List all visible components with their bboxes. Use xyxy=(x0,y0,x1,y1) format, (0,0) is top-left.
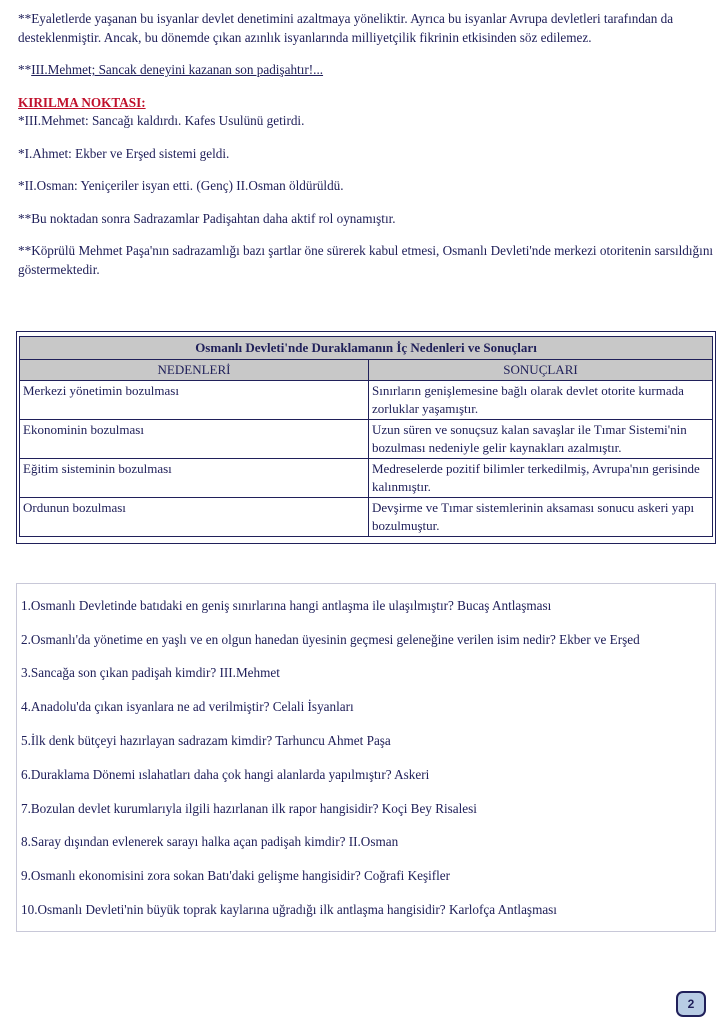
note-line: *III.Mehmet: Sancağı kaldırdı. Kafes Usulünü getirdi. xyxy=(18,113,305,128)
table-header-row xyxy=(20,360,713,381)
notes-section xyxy=(18,10,718,293)
table-title: Osmanlı Devleti'nde Duraklamanın İç Nedenleri ve Sonuçları xyxy=(20,337,713,360)
question-item: 5.İlk denk bütçeyi hazırlayan sadrazam kimdir? Tarhuncu Ahmet Paşa xyxy=(21,733,391,748)
question-item: 7.Bozulan devlet kurumlarıyla ilgili hazırlanan ilk rapor hangisidir? Koçi Bey Risalesi xyxy=(21,801,477,816)
question-item: 10.Osmanlı Devleti'nin büyük toprak kaylarına uğradığı ilk antlaşma hangisidir? Karlofça Antlaşması xyxy=(21,902,557,917)
question-item: 1.Osmanlı Devletinde batıdaki en geniş sınırlarına hangi antlaşma ile ulaşılmıştır? Bucaş Antlaşması xyxy=(21,598,552,613)
table-title-row xyxy=(20,337,713,360)
table-row xyxy=(20,420,713,459)
table-row xyxy=(20,381,713,420)
question-item: 3.Sancağa son çıkan padişah kimdir? III.Mehmet xyxy=(21,665,280,680)
question-item: 9.Osmanlı ekonomisini zora sokan Batı'daki gelişme hangisidir? Coğrafi Keşifler xyxy=(21,868,451,883)
page-number-badge: 2 xyxy=(676,991,706,1017)
questions-section xyxy=(16,583,716,932)
question-item: 6.Duraklama Dönemi ıslahatları daha çok hangi alanlarda yapılmıştır? Askeri xyxy=(21,767,430,782)
header-results: SONUÇLARI xyxy=(369,360,713,381)
cause-cell: Merkezi yönetimin bozulması xyxy=(20,381,369,420)
question-item: 4.Anadolu'da çıkan isyanlara ne ad verilmiştir? Celali İsyanları xyxy=(21,699,354,714)
table-row xyxy=(20,498,713,537)
turning-point-block xyxy=(18,94,718,131)
note-paragraph: **Eyaletlerde yaşanan bu isyanlar devlet denetimini azaltmaya yöneliktir. Ayrıca bu isyanlar Avrupa devletleri tarafından da desteklenmiştir. Ancak, bu dönemde çıkan azınlık isyanlarında milliyetçilik fikrinin etkisinden söz edilemez. xyxy=(18,11,674,45)
note-paragraph xyxy=(18,61,718,80)
result-cell: Devşirme ve Tımar sistemlerinin aksaması sonucu askeri yapı bozulmuştur. xyxy=(369,498,713,537)
causes-results-table-frame xyxy=(16,331,716,544)
cause-cell: Eğitim sisteminin bozulması xyxy=(20,459,369,498)
turning-point-label: KIRILMA NOKTASI: xyxy=(18,94,146,110)
note-paragraph: *I.Ahmet: Ekber ve Erşed sistemi geldi. xyxy=(18,145,230,161)
cause-cell: Ordunun bozulması xyxy=(20,498,369,537)
note-underlined: III.Mehmet; Sancak deneyini kazanan son padişahtır!... xyxy=(31,62,324,77)
table-row xyxy=(20,459,713,498)
result-cell: Medreselerde pozitif bilimler terkedilmiş, Avrupa'nın gerisinde kalınmıştır. xyxy=(369,459,713,498)
causes-results-table xyxy=(19,336,713,537)
result-cell: Sınırların genişlemesine bağlı olarak devlet otorite kurmada zorluklar yaşamıştır. xyxy=(369,381,713,420)
result-cell: Uzun süren ve sonuçsuz kalan savaşlar ile Tımar Sistemi'nin bozulması nedeniyle gelir kaynakları azalmıştır. xyxy=(369,420,713,459)
note-prefix: ** xyxy=(18,62,32,77)
note-paragraph: **Köprülü Mehmet Paşa'nın sadrazamlığı bazı şartlar öne sürerek kabul etmesi, Osmanlı Devleti'nde merkezi otoritenin sarsıldığını göstermektedir. xyxy=(18,243,714,277)
question-item: 2.Osmanlı'da yönetime en yaşlı ve en olgun hanedan üyesinin geçmesi geleneğine verilen isim nedir? Ekber ve Erşed xyxy=(21,632,640,647)
note-paragraph: *II.Osman: Yeniçeriler isyan etti. (Genç) II.Osman öldürüldü. xyxy=(18,178,344,193)
question-item: 8.Saray dışından evlenerek sarayı halka açan padişah kimdir? II.Osman xyxy=(21,834,399,849)
cause-cell: Ekonominin bozulması xyxy=(20,420,369,459)
note-paragraph: **Bu noktadan sonra Sadrazamlar Padişahtan daha aktif rol oynamıştır. xyxy=(18,210,396,226)
header-causes: NEDENLERİ xyxy=(20,360,369,381)
